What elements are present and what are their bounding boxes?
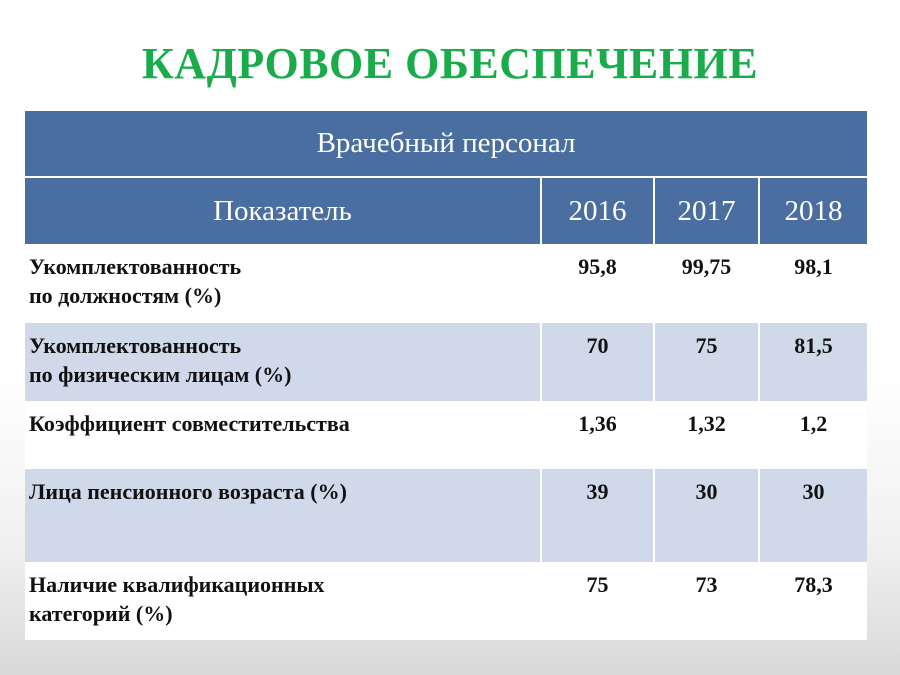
table-cell: 70 [541, 323, 654, 401]
table-row [25, 469, 867, 562]
row-label-line: Наличие квалификационных [29, 572, 325, 597]
row-label-line: Укомплектованность [29, 333, 242, 358]
staffing-table [25, 111, 867, 640]
table-caption: Врачебный персонал [25, 111, 867, 177]
row-label [25, 323, 541, 401]
row-label [25, 244, 541, 323]
table-cell: 78,3 [759, 562, 867, 640]
page-title: КАДРОВОЕ ОБЕСПЕЧЕНИЕ [141, 39, 759, 88]
table-cell: 1,2 [759, 401, 867, 469]
table-cell: 95,8 [541, 244, 654, 323]
table-cell: 1,36 [541, 401, 654, 469]
row-label [25, 401, 541, 469]
row-label [25, 562, 541, 640]
table-cell: 39 [541, 469, 654, 562]
table-row [25, 401, 867, 469]
row-label-line: по должностям (%) [29, 283, 222, 308]
column-header-indicator: Показатель [25, 177, 541, 244]
row-label-line: по физическим лицам (%) [29, 362, 292, 387]
table-cell: 98,1 [759, 244, 867, 323]
table-cell: 75 [541, 562, 654, 640]
table-header-row [25, 177, 867, 244]
table-cell: 73 [654, 562, 759, 640]
row-label-line: категорий (%) [29, 601, 173, 626]
table-cell: 75 [654, 323, 759, 401]
column-header-year: 2017 [654, 177, 759, 244]
column-header-year: 2016 [541, 177, 654, 244]
row-label-line: Укомплектованность [29, 254, 242, 279]
table-cell: 81,5 [759, 323, 867, 401]
row-label [25, 469, 541, 562]
row-label-line: Коэффициент совместительства [29, 411, 350, 436]
row-label-line: Лица пенсионного возраста (%) [29, 479, 347, 504]
table-caption-row [25, 111, 867, 177]
table-cell: 30 [654, 469, 759, 562]
table-cell: 99,75 [654, 244, 759, 323]
table-cell: 30 [759, 469, 867, 562]
column-header-year: 2018 [759, 177, 867, 244]
table-row [25, 244, 867, 323]
table-row [25, 323, 867, 401]
table-cell: 1,32 [654, 401, 759, 469]
table-row [25, 562, 867, 640]
